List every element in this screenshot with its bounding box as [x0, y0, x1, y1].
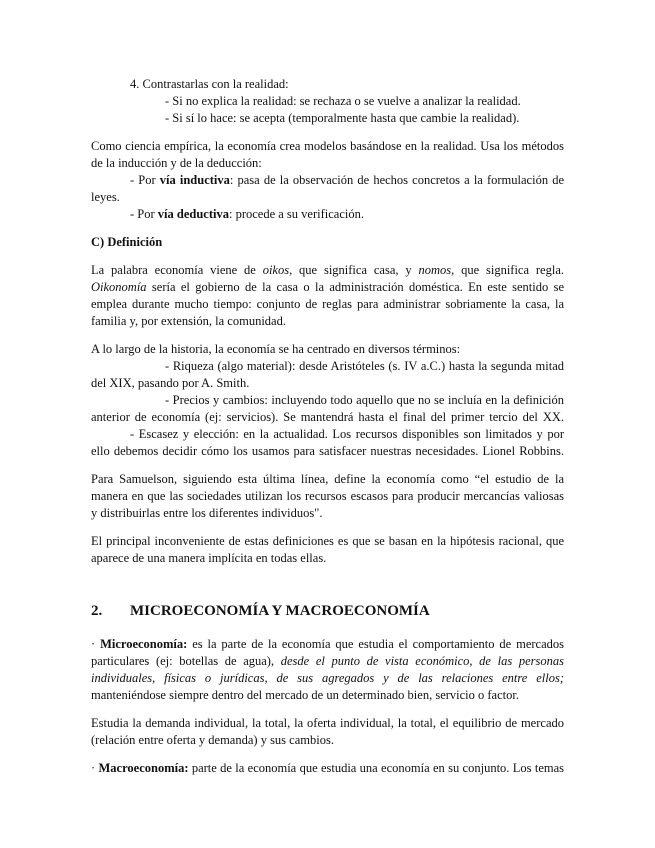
- samuelson-line-2: manera en que las sociedades utilizan los recursos escasos para producir mercancías valiosas: [91, 489, 564, 503]
- definicion-p1-line-4: familia y, por extensión, la comunidad.: [91, 314, 286, 328]
- micro-line-4: manteniéndose siempre dentro del mercado de un determinado bien, servicio o factor.: [91, 688, 519, 702]
- riqueza-bullet: - Riqueza (algo material): desde Aristóteles (s. IV a.C.) hasta la segunda mitad: [165, 359, 564, 373]
- escasez-bullet-line-2: ello debemos decidir cómo los usamos para satisfacer nuestras necesidades. Lionel Robbins.: [91, 444, 564, 458]
- samuelson-line-1: Para Samuelson, siguiendo esta última línea, define la economía como “el estudio de la: [91, 472, 564, 486]
- inconveniente-line-2: aparece de una manera implícita en todas ellas.: [91, 551, 327, 565]
- riqueza-bullet-line-2: del XIX, pasando por A. Smith.: [91, 376, 250, 390]
- step-4-option-b: - Si sí lo hace: se acepta (temporalmente hasta que cambie la realidad).: [165, 111, 520, 125]
- via-deductiva-line: - Por vía deductiva: procede a su verificación.: [130, 207, 364, 221]
- micro-line-2: particulares (ej: botellas de agua), desde el punto de vista económico, de las personas: [91, 654, 564, 668]
- inconveniente-line-1: El principal inconveniente de estas definiciones es que se basan en la hipótesis racional, que: [91, 534, 564, 548]
- macro-term: Macroeconomía:: [98, 761, 189, 775]
- macro-line-1: · Macroeconomía: parte de la economía que estudia una economía en su conjunto. Los temas: [91, 761, 564, 775]
- micro-line-1: · Microeconomía: es la parte de la economía que estudia el comportamiento de mercados: [91, 637, 564, 651]
- via-inductiva-line-2: leyes.: [91, 190, 120, 204]
- micro-term: Microeconomía:: [100, 637, 188, 651]
- definicion-p1-line-1: La palabra economía viene de oikos, que significa casa, y nomos, que significa regla.: [91, 263, 564, 277]
- micro-line-3: individuales, físicas o jurídicas, de sus agregados y de las relaciones entre ellos;: [91, 671, 564, 685]
- empirica-line-1: Como ciencia empírica, la economía crea modelos basándose en la realidad. Usa los métodos: [91, 139, 564, 153]
- empirica-line-2: de la inducción y de la deducción:: [91, 156, 262, 170]
- precios-bullet-line-2: anterior de economía (ej: servicios). Se mantendrá hasta el final del primer tercio del XX.: [91, 410, 564, 424]
- definicion-p2-line-1: A lo largo de la historia, la economía se ha centrado en diversos términos:: [91, 342, 461, 356]
- estudia-line-2: (relación entre oferta y demanda) y sus cambios.: [91, 733, 334, 747]
- estudia-line-1: Estudia la demanda individual, la total, la oferta individual, la total, el equilibrio de mercado: [91, 716, 564, 730]
- precios-bullet: - Precios y cambios: incluyendo todo aquello que no se incluía en la definición: [165, 393, 564, 407]
- via-inductiva-term: vía inductiva: [159, 173, 230, 187]
- definicion-heading: C) Definición: [91, 235, 163, 249]
- section-2-title: MICROECONOMÍA Y MACROECONOMÍA: [130, 603, 430, 619]
- section-2-number: 2.: [91, 603, 103, 619]
- definicion-p1-line-2: Oikonomía sería el gobierno de la casa o la administración doméstica. En este sentido se: [91, 280, 564, 294]
- via-inductiva-line: - Por vía inductiva: pasa de la observación de hechos concretos a la formulación de: [130, 173, 564, 187]
- step-4: 4. Contrastarlas con la realidad:: [130, 77, 289, 91]
- definicion-p1-line-3: emplea durante mucho tiempo: conjunto de reglas para administrar sobriamente la casa, la: [91, 297, 564, 311]
- escasez-bullet: - Escasez y elección: en la actualidad. Los recursos disponibles son limitados y por: [130, 427, 564, 441]
- via-deductiva-term: vía deductiva: [157, 207, 229, 221]
- step-4-option-a: - Si no explica la realidad: se rechaza o se vuelve a analizar la realidad.: [165, 94, 521, 108]
- samuelson-line-3: y distribuirlas entre los diferentes individuos".: [91, 506, 323, 520]
